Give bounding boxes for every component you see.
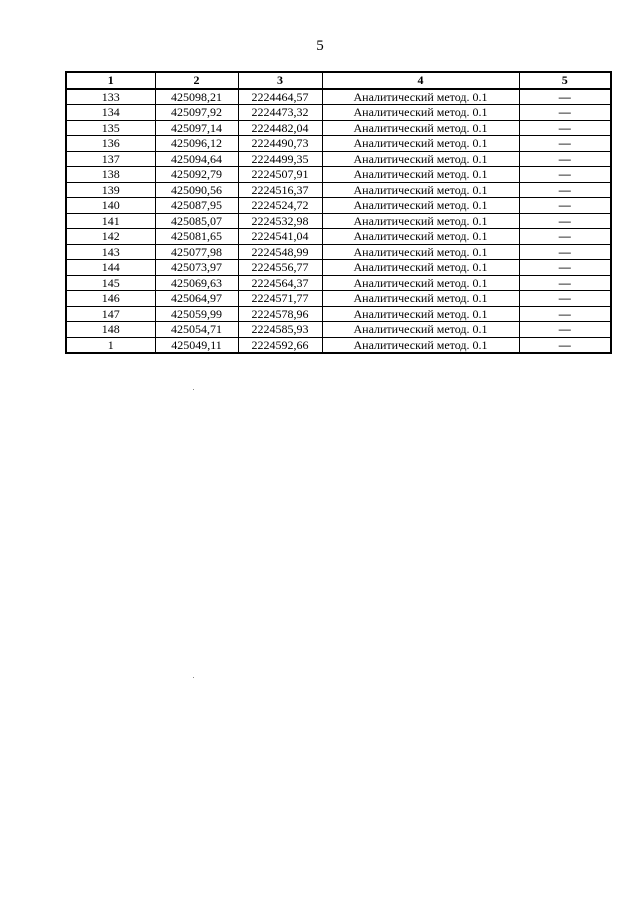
dash-cell: — bbox=[519, 136, 611, 152]
column-header-1: 1 bbox=[66, 72, 155, 89]
method-cell: Аналитический метод. 0.1 bbox=[322, 136, 519, 152]
method-cell: Аналитический метод. 0.1 bbox=[322, 337, 519, 353]
dash-cell: — bbox=[519, 260, 611, 276]
dash-cell: — bbox=[519, 167, 611, 183]
table-header-row bbox=[66, 72, 611, 89]
point-number-cell: 145 bbox=[66, 275, 155, 291]
x-coordinate-cell: 425054,71 bbox=[155, 322, 238, 338]
column-header-5: 5 bbox=[519, 72, 611, 89]
y-coordinate-cell: 2224464,57 bbox=[238, 89, 322, 105]
method-cell: Аналитический метод. 0.1 bbox=[322, 198, 519, 214]
page-number: 5 bbox=[316, 38, 324, 54]
y-coordinate-cell: 2224556,77 bbox=[238, 260, 322, 276]
table-row bbox=[66, 89, 611, 105]
table-row bbox=[66, 275, 611, 291]
x-coordinate-cell: 425094,64 bbox=[155, 151, 238, 167]
method-cell: Аналитический метод. 0.1 bbox=[322, 260, 519, 276]
y-coordinate-cell: 2224592,66 bbox=[238, 337, 322, 353]
coordinates-table bbox=[65, 71, 612, 354]
x-coordinate-cell: 425049,11 bbox=[155, 337, 238, 353]
method-cell: Аналитический метод. 0.1 bbox=[322, 244, 519, 260]
y-coordinate-cell: 2224499,35 bbox=[238, 151, 322, 167]
method-cell: Аналитический метод. 0.1 bbox=[322, 291, 519, 307]
point-number-cell: 133 bbox=[66, 89, 155, 105]
x-coordinate-cell: 425090,56 bbox=[155, 182, 238, 198]
x-coordinate-cell: 425092,79 bbox=[155, 167, 238, 183]
point-number-cell: 144 bbox=[66, 260, 155, 276]
method-cell: Аналитический метод. 0.1 bbox=[322, 306, 519, 322]
y-coordinate-cell: 2224541,04 bbox=[238, 229, 322, 245]
method-cell: Аналитический метод. 0.1 bbox=[322, 105, 519, 121]
table-row bbox=[66, 229, 611, 245]
column-header-4: 4 bbox=[322, 72, 519, 89]
table-row bbox=[66, 322, 611, 338]
column-header-3: 3 bbox=[238, 72, 322, 89]
x-coordinate-cell: 425073,97 bbox=[155, 260, 238, 276]
table-row bbox=[66, 105, 611, 121]
method-cell: Аналитический метод. 0.1 bbox=[322, 182, 519, 198]
point-number-cell: 143 bbox=[66, 244, 155, 260]
x-coordinate-cell: 425069,63 bbox=[155, 275, 238, 291]
y-coordinate-cell: 2224585,93 bbox=[238, 322, 322, 338]
table-row bbox=[66, 337, 611, 353]
point-number-cell: 135 bbox=[66, 120, 155, 136]
y-coordinate-cell: 2224507,91 bbox=[238, 167, 322, 183]
x-coordinate-cell: 425064,97 bbox=[155, 291, 238, 307]
method-cell: Аналитический метод. 0.1 bbox=[322, 167, 519, 183]
table-row bbox=[66, 291, 611, 307]
table-row bbox=[66, 306, 611, 322]
point-number-cell: 148 bbox=[66, 322, 155, 338]
dash-cell: — bbox=[519, 229, 611, 245]
table-row bbox=[66, 260, 611, 276]
table-row bbox=[66, 151, 611, 167]
point-number-cell: 142 bbox=[66, 229, 155, 245]
table-body bbox=[66, 89, 611, 354]
dash-cell: — bbox=[519, 105, 611, 121]
dash-cell: — bbox=[519, 337, 611, 353]
method-cell: Аналитический метод. 0.1 bbox=[322, 229, 519, 245]
y-coordinate-cell: 2224516,37 bbox=[238, 182, 322, 198]
dash-cell: — bbox=[519, 198, 611, 214]
table-row bbox=[66, 244, 611, 260]
table-row bbox=[66, 198, 611, 214]
point-number-cell: 138 bbox=[66, 167, 155, 183]
x-coordinate-cell: 425087,95 bbox=[155, 198, 238, 214]
x-coordinate-cell: 425096,12 bbox=[155, 136, 238, 152]
dash-cell: — bbox=[519, 182, 611, 198]
y-coordinate-cell: 2224473,32 bbox=[238, 105, 322, 121]
scan-speck bbox=[193, 389, 194, 390]
method-cell: Аналитический метод. 0.1 bbox=[322, 120, 519, 136]
dash-cell: — bbox=[519, 151, 611, 167]
point-number-cell: 137 bbox=[66, 151, 155, 167]
dash-cell: — bbox=[519, 89, 611, 105]
x-coordinate-cell: 425081,65 bbox=[155, 229, 238, 245]
point-number-cell: 139 bbox=[66, 182, 155, 198]
table-row bbox=[66, 213, 611, 229]
x-coordinate-cell: 425097,14 bbox=[155, 120, 238, 136]
table-row bbox=[66, 182, 611, 198]
y-coordinate-cell: 2224482,04 bbox=[238, 120, 322, 136]
table-row bbox=[66, 120, 611, 136]
y-coordinate-cell: 2224524,72 bbox=[238, 198, 322, 214]
dash-cell: — bbox=[519, 291, 611, 307]
method-cell: Аналитический метод. 0.1 bbox=[322, 89, 519, 105]
x-coordinate-cell: 425077,98 bbox=[155, 244, 238, 260]
dash-cell: — bbox=[519, 275, 611, 291]
method-cell: Аналитический метод. 0.1 bbox=[322, 322, 519, 338]
scan-speck bbox=[193, 677, 194, 678]
point-number-cell: 134 bbox=[66, 105, 155, 121]
point-number-cell: 146 bbox=[66, 291, 155, 307]
x-coordinate-cell: 425085,07 bbox=[155, 213, 238, 229]
point-number-cell: 141 bbox=[66, 213, 155, 229]
x-coordinate-cell: 425059,99 bbox=[155, 306, 238, 322]
x-coordinate-cell: 425097,92 bbox=[155, 105, 238, 121]
point-number-cell: 140 bbox=[66, 198, 155, 214]
y-coordinate-cell: 2224532,98 bbox=[238, 213, 322, 229]
table-row bbox=[66, 167, 611, 183]
method-cell: Аналитический метод. 0.1 bbox=[322, 275, 519, 291]
point-number-cell: 136 bbox=[66, 136, 155, 152]
column-header-2: 2 bbox=[155, 72, 238, 89]
y-coordinate-cell: 2224564,37 bbox=[238, 275, 322, 291]
dash-cell: — bbox=[519, 322, 611, 338]
point-number-cell: 1 bbox=[66, 337, 155, 353]
dash-cell: — bbox=[519, 306, 611, 322]
y-coordinate-cell: 2224548,99 bbox=[238, 244, 322, 260]
x-coordinate-cell: 425098,21 bbox=[155, 89, 238, 105]
dash-cell: — bbox=[519, 244, 611, 260]
dash-cell: — bbox=[519, 213, 611, 229]
y-coordinate-cell: 2224571,77 bbox=[238, 291, 322, 307]
table-row bbox=[66, 136, 611, 152]
method-cell: Аналитический метод. 0.1 bbox=[322, 213, 519, 229]
dash-cell: — bbox=[519, 120, 611, 136]
y-coordinate-cell: 2224578,96 bbox=[238, 306, 322, 322]
point-number-cell: 147 bbox=[66, 306, 155, 322]
method-cell: Аналитический метод. 0.1 bbox=[322, 151, 519, 167]
y-coordinate-cell: 2224490,73 bbox=[238, 136, 322, 152]
